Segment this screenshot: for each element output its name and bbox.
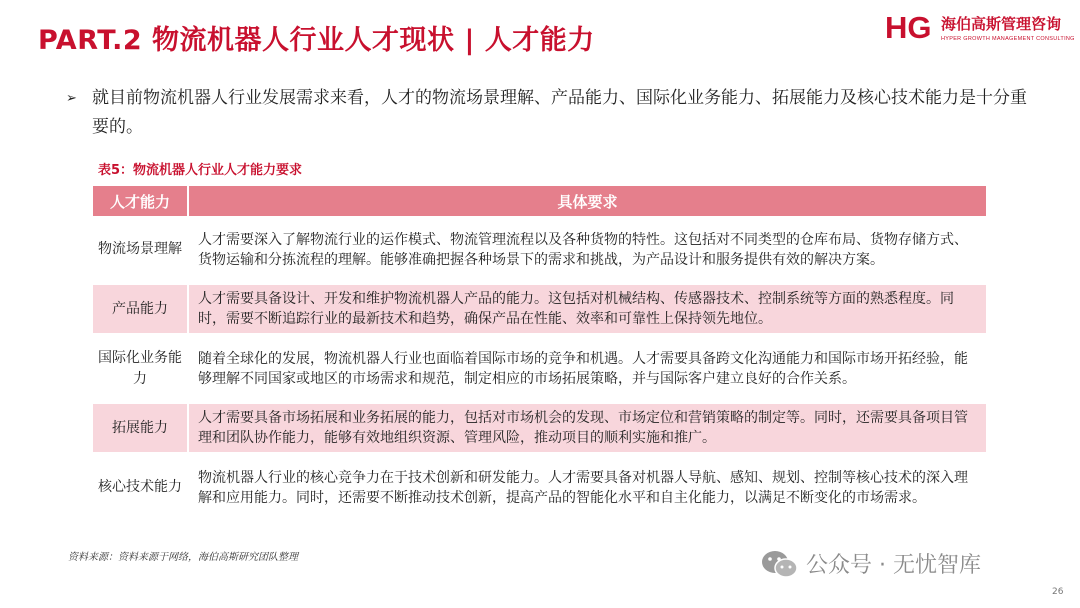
wechat-icon [760, 549, 800, 579]
page-title: PART.2 物流机器人行业人才现状 | 人才能力 [38, 25, 595, 56]
requirement-cell: 人才需要具备市场拓展和业务拓展的能力，包括对市场机会的发现、市场定位和营销策略的制定等。同时，还需要具备项目管理和团队协作能力，能够有效地组织资源、管理风险，推动项目的顺利实施和推广。 [188, 403, 986, 453]
column-header-capability: 人才能力 [93, 186, 188, 216]
requirement-cell: 人才需要深入了解物流行业的运作模式、物流管理流程以及各种货物的特性。这包括对不同类型的仓库布局、货物存储方式、货物运输和分拣流程的理解。能够准确把握各种场景下的需求和挑战，为产品设计和服务提供有效的解决方案。 [188, 216, 986, 284]
capability-cell: 国际化业务能力 [93, 334, 188, 403]
arrow-bullet-icon: ➢ [66, 91, 77, 106]
logo-mark: HG [885, 10, 932, 45]
capability-table [93, 186, 986, 523]
intro-text: 就目前物流机器人行业发展需求来看，人才的物流场景理解、产品能力、国际化业务能力、拓展能力及核心技术能力是十分重要的。 [92, 88, 1027, 137]
capability-cell: 产品能力 [93, 284, 188, 334]
capability-cell: 拓展能力 [93, 403, 188, 453]
capability-cell: 物流场景理解 [93, 216, 188, 284]
table-caption: 表5：物流机器人行业人才能力要求 [98, 163, 303, 178]
capability-cell: 核心技术能力 [93, 453, 188, 522]
requirement-cell: 人才需要具备设计、开发和维护物流机器人产品的能力。这包括对机械结构、传感器技术、控制系统等方面的熟悉程度。同时，需要不断追踪行业的最新技术和趋势，确保产品在性能、效率和可靠性上保持领先地位。 [188, 284, 986, 334]
intro-bullet [66, 84, 1030, 142]
page-number: 26 [1052, 587, 1064, 597]
logo-name-cn: 海伯高斯管理咨询 [941, 15, 1062, 33]
company-logo [885, 10, 1075, 50]
table-row [93, 334, 986, 403]
table-row [93, 403, 986, 453]
logo-name-en: HYPER GROWTH MANAGEMENT CONSULTING [941, 36, 1075, 42]
requirement-cell: 随着全球化的发展，物流机器人行业也面临着国际市场的竞争和机遇。人才需要具备跨文化沟通能力和国际市场开拓经验，能够理解不同国家或地区的市场需求和规范，制定相应的市场拓展策略，并与国际客户建立良好的合作关系。 [188, 334, 986, 403]
watermark [760, 548, 981, 579]
table-row [93, 284, 986, 334]
table-row [93, 453, 986, 522]
requirement-cell: 物流机器人行业的核心竞争力在于技术创新和研发能力。人才需要具备对机器人导航、感知、规划、控制等核心技术的深入理解和应用能力。同时，还需要不断推动技术创新，提高产品的智能化水平和自主化能力，以满足不断变化的市场需求。 [188, 453, 986, 522]
watermark-text: 公众号 · 无忧智库 [806, 553, 981, 578]
table-row [93, 216, 986, 284]
column-header-requirement: 具体要求 [188, 186, 986, 216]
table-header-row [93, 186, 986, 216]
source-note: 资料来源：资料来源于网络，海伯高斯研究团队整理 [68, 552, 298, 563]
